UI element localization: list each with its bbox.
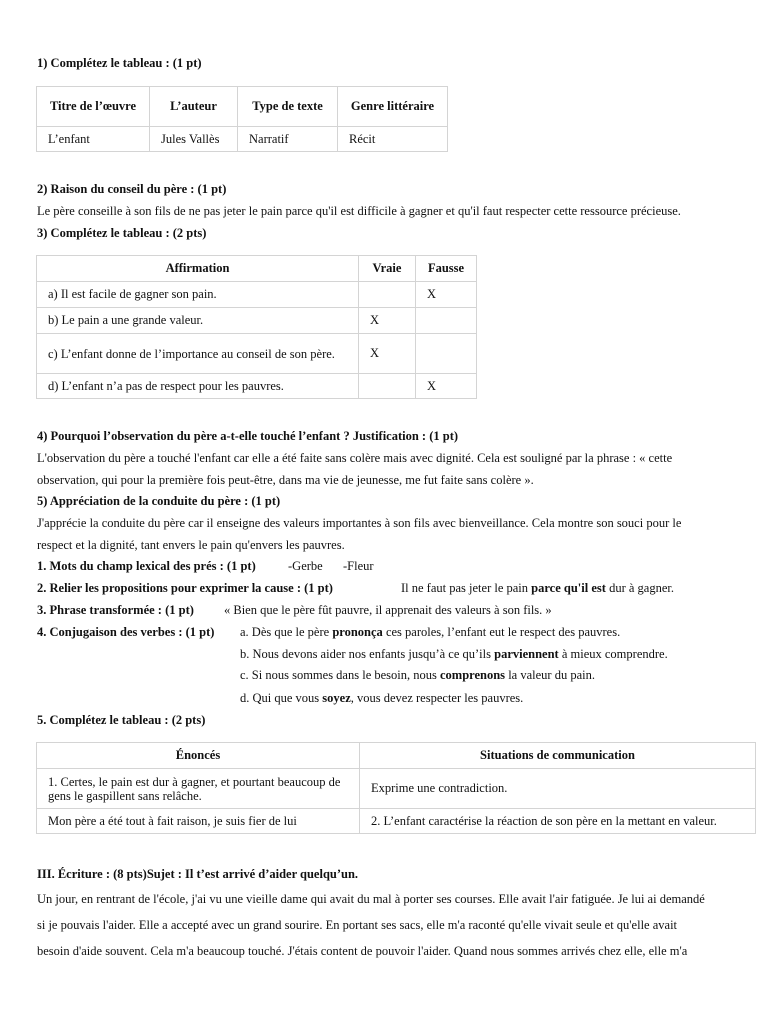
q4-answer-line1: L'observation du père a touché l'enfant car elle a été faite sans colère mais avec dignité. Cela est souligné par la phrase : « cette — [37, 451, 673, 465]
q3-fausse-a: X — [416, 282, 477, 308]
q3-header-row — [37, 256, 477, 282]
lang1-word-gerbe: -Gerbe — [288, 559, 323, 573]
q1-cell-auteur: Jules Vallès — [150, 127, 238, 152]
lang3-heading: 3. Phrase transformée : (1 pt) — [37, 603, 194, 617]
q3-affirmation-d: d) L’enfant n’a pas de respect pour les pauvres. — [37, 374, 359, 399]
lang5-table — [36, 742, 756, 834]
q3-fausse-d: X — [416, 374, 477, 399]
q3-vraie-b: X — [359, 308, 416, 334]
lang4-a-verb: prononça — [332, 625, 383, 639]
q3-header-affirmation: Affirmation — [37, 256, 359, 282]
q1-heading: 1) Complétez le tableau : (1 pt) — [37, 56, 202, 70]
lang4-item-b — [240, 647, 668, 662]
q5-answer-line2: respect et la dignité, tant envers le pain qu'envers les pauvres. — [37, 538, 345, 552]
table-row — [37, 334, 477, 374]
lang4-c-pre: c. Si nous sommes dans le besoin, nous — [240, 668, 440, 682]
q1-header-genre: Genre littéraire — [338, 87, 448, 127]
q1-header-row — [37, 87, 448, 127]
q1-table — [36, 86, 448, 152]
ecriture-line3: besoin d'aide souvent. Cela m'a beaucoup touché. J'étais content de pouvoir l'aider. Quand nous sommes arrivés chez elle, elle m'a — [37, 944, 688, 958]
lang4-b-verb: parviennent — [494, 647, 559, 661]
lang4-d-post: , vous devez respecter les pauvres. — [350, 691, 524, 705]
lang4-c-post: la valeur du pain. — [505, 668, 595, 682]
lang4-b-post: à mieux comprendre. — [558, 647, 668, 661]
q5-heading: 5) Appréciation de la conduite du père : (1 pt) — [37, 494, 281, 508]
q2-heading: 2) Raison du conseil du père : (1 pt) — [37, 182, 227, 196]
table-row — [37, 769, 756, 809]
lang2-bold: parce qu'il est — [531, 581, 606, 595]
lang4-d-verb: soyez — [322, 691, 351, 705]
lang4-a-pre: a. Dès que le père — [240, 625, 333, 639]
q3-table — [36, 255, 477, 399]
q3-heading: 3) Complétez le tableau : (2 pts) — [37, 226, 207, 240]
table-row — [37, 282, 477, 308]
lang4-a-post: ces paroles, l’enfant eut le respect des pauvres. — [382, 625, 621, 639]
q4-heading: 4) Pourquoi l’observation du père a-t-elle touché l’enfant ? Justification : (1 pt) — [37, 429, 459, 443]
q3-fausse-b — [416, 308, 477, 334]
lang4-heading: 4. Conjugaison des verbes : (1 pt) — [37, 625, 215, 639]
lang4-c-verb: comprenons — [440, 668, 506, 682]
q1-cell-genre: Récit — [338, 127, 448, 152]
table-row — [37, 374, 477, 399]
ecriture-line2: si je pouvais l'aider. Elle a accepté avec un grand sourire. En portant ses sacs, elle m'a raconté qu'elle vivait seule et qu'elle avait — [37, 918, 678, 932]
lang1-word-fleur: -Fleur — [343, 559, 374, 573]
lang2-post: dur à gagner. — [605, 581, 674, 595]
table-row — [37, 308, 477, 334]
lang5-enonce-1: 1. Certes, le pain est dur à gagner, et pourtant beaucoup de gens le gaspillent sans relâche. — [37, 769, 360, 809]
q1-header-auteur: L’auteur — [150, 87, 238, 127]
lang2-answer — [401, 581, 674, 596]
lang4-d-pre: d. Qui que vous — [240, 691, 323, 705]
lang2-pre: Il ne faut pas jeter le pain — [401, 581, 532, 595]
lang1-heading: 1. Mots du champ lexical des prés : (1 pt) — [37, 559, 256, 573]
lang4-b-pre: b. Nous devons aider nos enfants jusqu’à ce qu’ils — [240, 647, 495, 661]
lang4-item-a — [240, 625, 620, 640]
lang5-situation-2: 2. L’enfant caractérise la réaction de son père en la mettant en valeur. — [360, 809, 756, 834]
ecriture-heading: III. Écriture : (8 pts)Sujet : Il t’est arrivé d’aider quelqu’un. — [37, 867, 359, 881]
lang5-situation-1: Exprime une contradiction. — [360, 769, 756, 809]
q3-vraie-a — [359, 282, 416, 308]
q3-header-fausse: Fausse — [416, 256, 477, 282]
q3-affirmation-b: b) Le pain a une grande valeur. — [37, 308, 359, 334]
q3-header-vraie: Vraie — [359, 256, 416, 282]
q4-answer-line2: observation, qui pour la première fois peut-être, dans ma vie de jeunesse, me fut faite sans colère ». — [37, 473, 534, 487]
lang5-header-row — [37, 743, 756, 769]
lang5-heading: 5. Complétez le tableau : (2 pts) — [37, 713, 206, 727]
lang4-item-c — [240, 668, 595, 683]
q3-vraie-c: X — [359, 334, 416, 374]
lang4-item-d — [240, 691, 523, 706]
q1-header-titre: Titre de l’œuvre — [37, 87, 150, 127]
q1-cell-titre: L’enfant — [37, 127, 150, 152]
lang5-header-situations: Situations de communication — [360, 743, 756, 769]
ecriture-line1: Un jour, en rentrant de l'école, j'ai vu une vieille dame qui avait du mal à porter ses courses. Elle avait l'air fatiguée. Je lui ai demandé — [37, 892, 705, 906]
q1-header-type: Type de texte — [238, 87, 338, 127]
q1-cell-type: Narratif — [238, 127, 338, 152]
q3-fausse-c — [416, 334, 477, 374]
table-row — [37, 809, 756, 834]
q2-answer: Le père conseille à son fils de ne pas jeter le pain parce qu'il est difficile à gagner et qu'il faut respecter cette ressource précieuse. — [37, 204, 681, 218]
lang5-enonce-2: Mon père a été tout à fait raison, je suis fier de lui — [37, 809, 360, 834]
q3-affirmation-c: c) L’enfant donne de l’importance au conseil de son père. — [37, 334, 359, 374]
lang5-header-enonces: Énoncés — [37, 743, 360, 769]
lang3-answer: « Bien que le père fût pauvre, il apprenait des valeurs à son fils. » — [224, 603, 552, 617]
q5-answer-line1: J'apprécie la conduite du père car il enseigne des valeurs importantes à son fils avec bienveillance. Cela montre son souci pour le — [37, 516, 682, 530]
q3-affirmation-a: a) Il est facile de gagner son pain. — [37, 282, 359, 308]
lang2-heading: 2. Relier les propositions pour exprimer la cause : (1 pt) — [37, 581, 333, 595]
q3-vraie-d — [359, 374, 416, 399]
table-row — [37, 127, 448, 152]
